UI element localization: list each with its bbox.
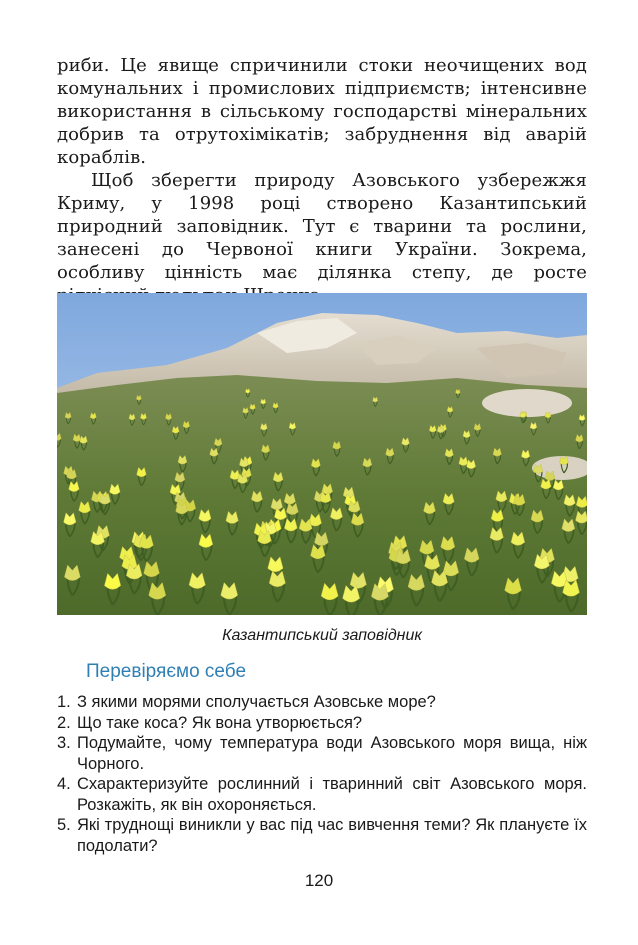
list-item bbox=[57, 815, 587, 856]
question-text: Схарактеризуйте рослинний і тваринний світ Азовського моря. Розкажіть, як він охороняється. bbox=[77, 775, 587, 814]
question-text: Що таке коса? Як вона утворюється? bbox=[77, 713, 363, 732]
list-item bbox=[57, 774, 587, 815]
question-list bbox=[57, 692, 587, 856]
question-number: 5. bbox=[57, 816, 71, 834]
list-item bbox=[57, 713, 587, 734]
list-item bbox=[57, 733, 587, 774]
question-text: З якими морями сполучається Азовське море? bbox=[77, 693, 436, 711]
list-item bbox=[57, 692, 587, 713]
question-text: Подумайте, чому температура води Азовського моря вища, ніж Чорного. bbox=[77, 734, 587, 773]
question-number: 2. bbox=[57, 713, 71, 732]
paragraph: риби. Це явище спричинили стоки неочищених вод комунальних і промислових підприємств; інтенсивне використання в сільському господарстві мінеральних добрив та отрутохімікатів; забруднення від аварій кораблів. bbox=[57, 55, 587, 168]
figure-caption: Казантипський заповідник bbox=[222, 627, 422, 644]
question-number: 3. bbox=[57, 734, 71, 752]
question-number: 1. bbox=[57, 693, 71, 711]
question-number: 4. bbox=[57, 775, 71, 793]
body-text bbox=[57, 54, 587, 307]
paragraph: Щоб зберегти природу Азовського узбережжя Криму, у 1998 році створено Казантипський природний заповідник. Тут є тварини та рослини, занесені до Червоної книги України. Зокрема, особливу цінність має ділянка степу, де росте bbox=[57, 170, 587, 283]
steppe-tulips-illustration bbox=[57, 293, 587, 615]
question-text: Які труднощі виникли у вас під час вивчення теми? Як плануєте їх подолати? bbox=[77, 816, 587, 855]
page-number: 120 bbox=[304, 871, 334, 890]
section-title: Перевіряємо себе bbox=[86, 661, 247, 682]
kazantyp-reserve-photo bbox=[57, 293, 587, 615]
